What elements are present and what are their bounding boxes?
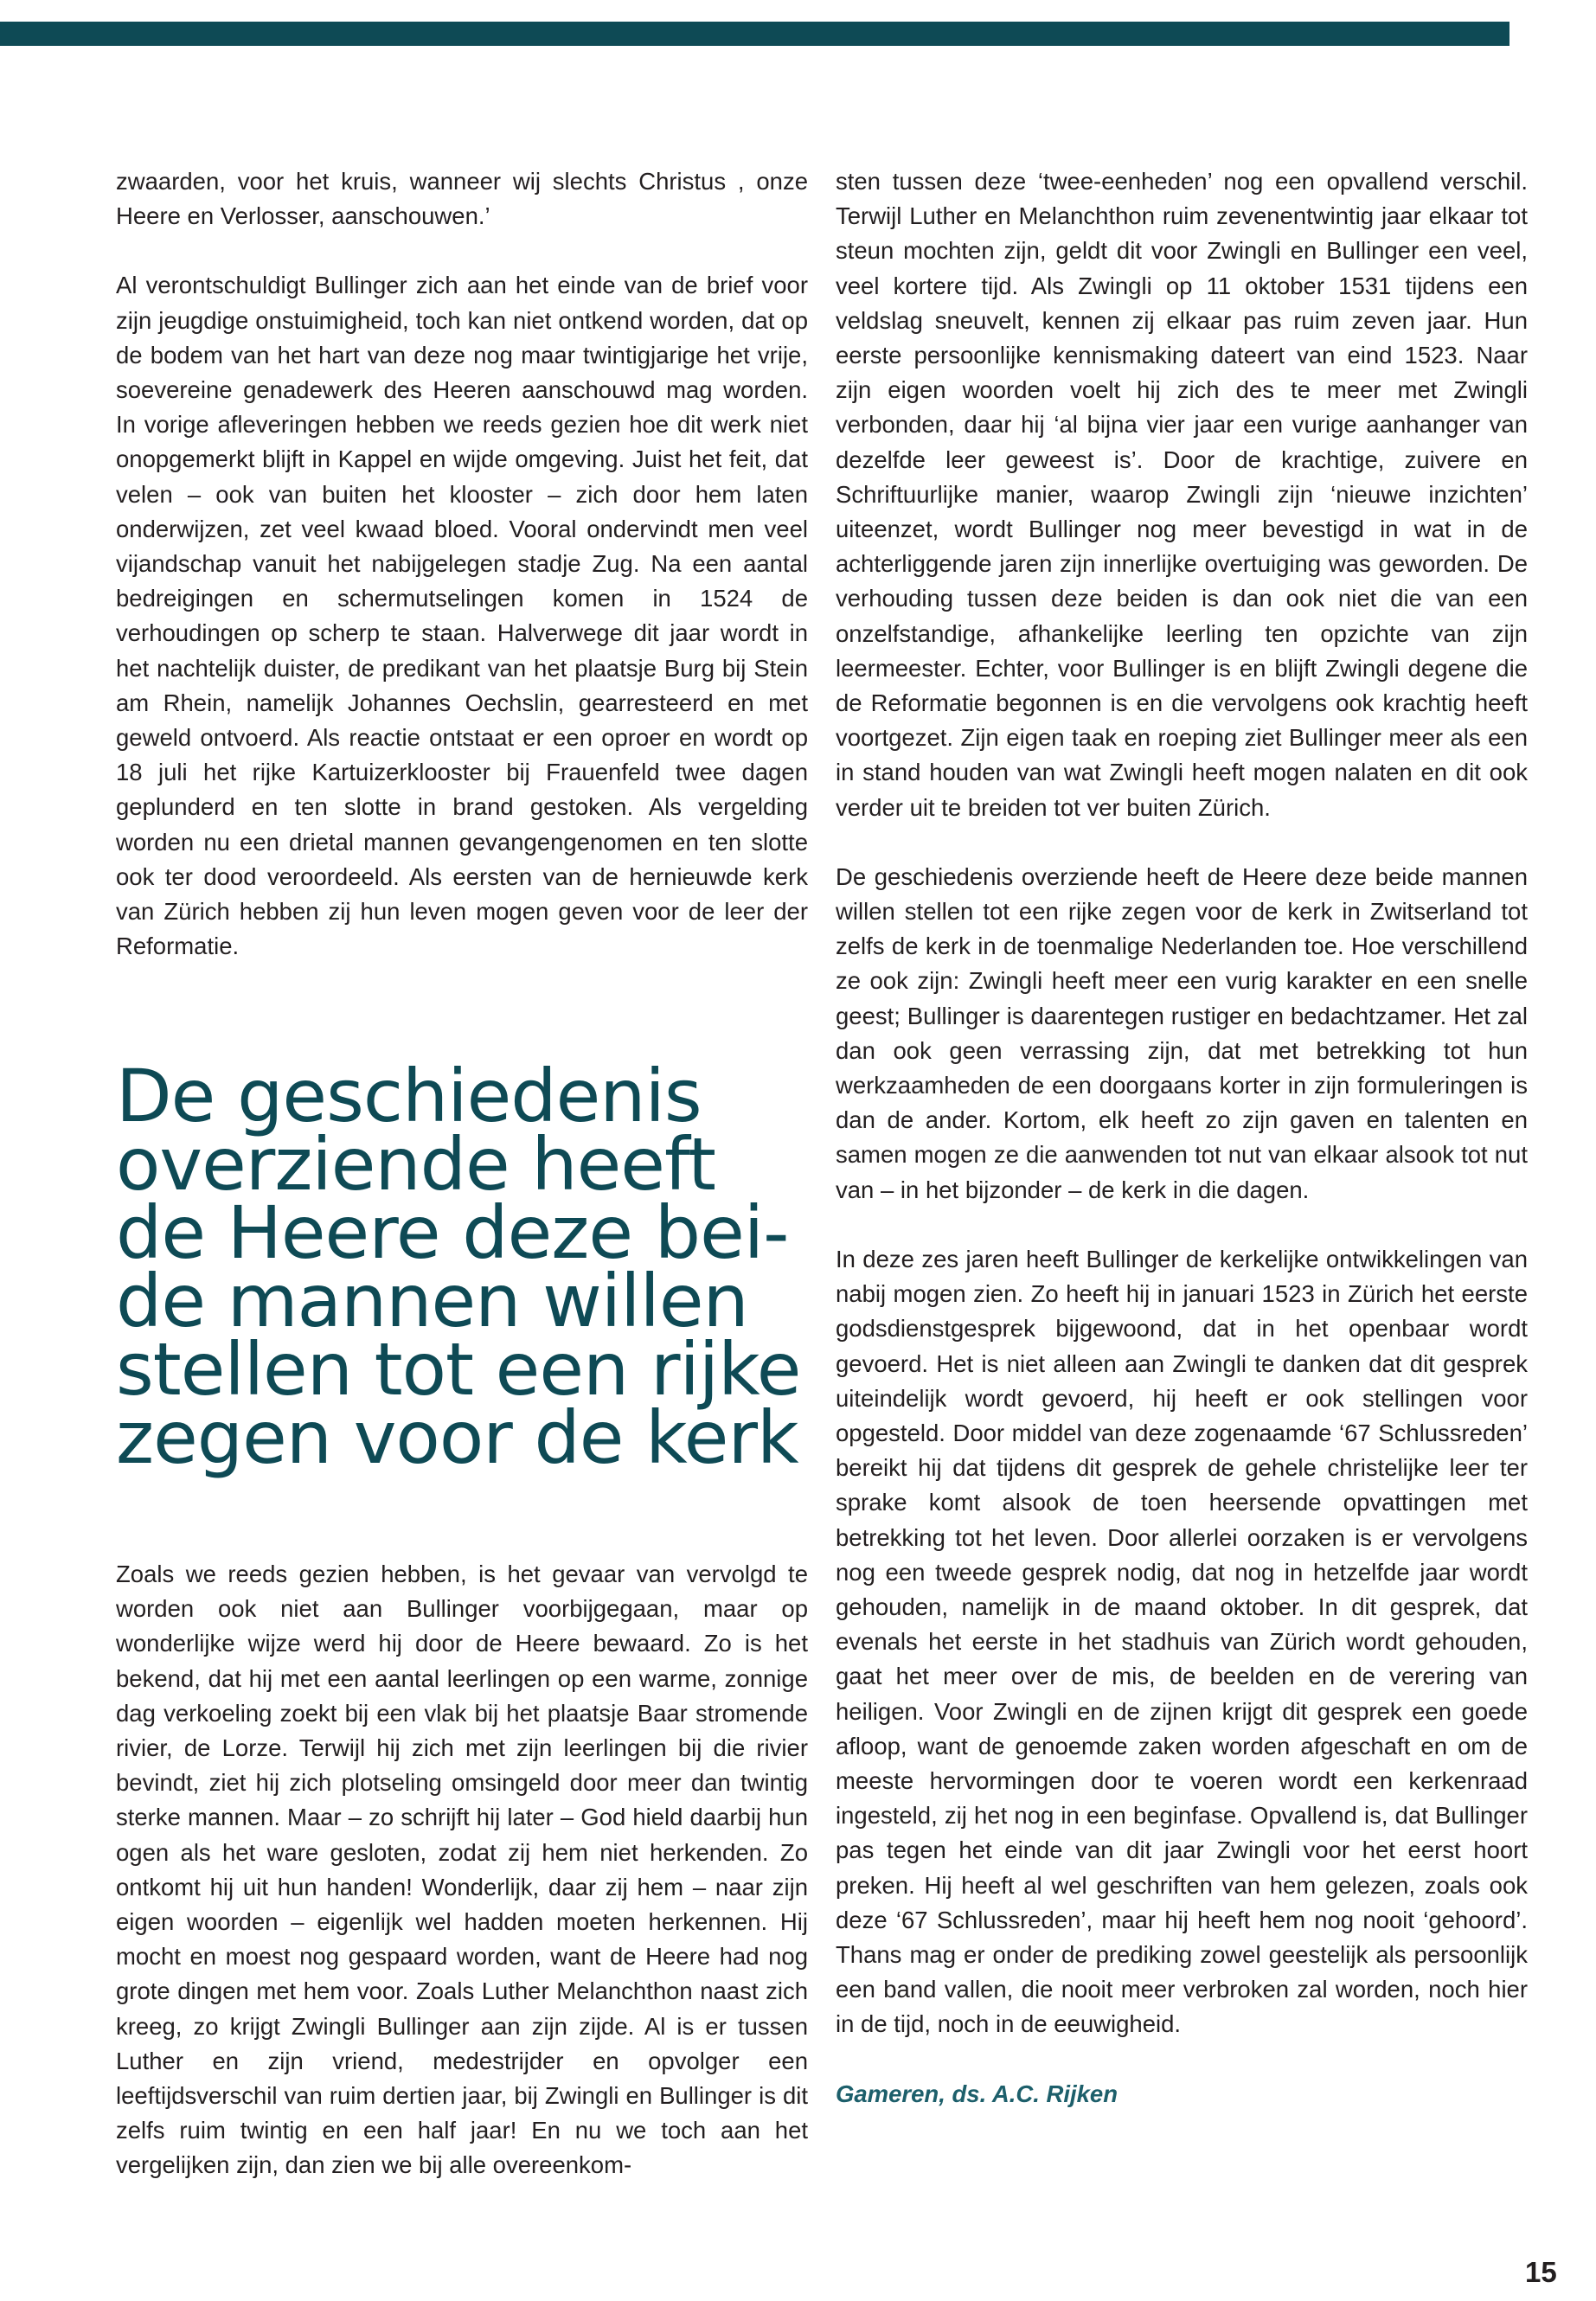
paragraph: In deze zes jaren heeft Bullinger de kerkelijke ontwikkelingen van nabij mogen zien. Zo heeft hij in januari 1523 in Zürich het eerste godsdienstgesprek bijgewoond, dat in het openbaar wordt gevoerd. Het is niet alleen aan Zwingli te danken dat dit gesprek uiteindelijk wordt gevoerd, hij heeft er ook stellingen voor opgesteld. Door middel van deze zogenaamde ‘67 Schlussreden’ bereikt hij dat tijdens dit gesprek de gehele christelijke leer ter sprake komt alsook de toen heersende opvattingen met betrekking tot het leven. Door allerlei oorzaken is er vervolgens nog een tweede gesprek nodig, dat nog in hetzelfde jaar wordt gehouden, namelijk in de maand oktober. In dit gesprek, dat evenals het eerste in het stadhuis van Zürich wordt gehouden, gaat het meer over de mis, de beelden en de verering van heiligen. Voor Zwingli en de zijnen krijgt dit gesprek een goede afloop, want de genoemde zaken worden afgeschaft en om de meeste hervormingen door te voeren wordt een kerkenraad ingesteld, zij het nog in een beginfase. Opvallend is, dat Bullinger pas tegen het einde van dit jaar Zwingli voor het eerst hoort preken. Hij heeft al wel geschriften van hem gelezen, zoals ook deze ‘67 Schlussreden’, maar hij heeft hem nog nooit ‘gehoord’. Thans mag er onder de prediking zowel geestelijk als persoonlijk een band vallen, die nooit meer verbroken zal worden, noch hier in de tijd, noch in de eeuwigheid. <box>836 1245 1528 2038</box>
left-column-bottom <box>116 1557 808 2183</box>
paragraph: De geschiedenis overziende heeft de Heere deze beide mannen willen stellen tot een rijke zegen voor de kerk in Zwitserland tot zelfs de kerk in de toenmalige Nederlanden toe. Hoe verschillend ze ook zijn: Zwingli heeft meer een vurig karakter en een snelle geest; Bullinger is daarentegen rustiger en bedachtzamer. Het zal dan ook geen verrassing zijn, dat met betrekking tot hun werkzaamheden de een doorgaans korter in zijn formuleringen is dan de ander. Kortom, elk heeft zo zijn gaven en talenten en samen mogen ze die aanwenden tot nut van elkaar alsook tot nut van – in het bijzonder – de kerk in die dagen. <box>836 862 1528 1203</box>
pull-quote: De geschiedenis overziende heeft de Heere deze bei- de mannen willen stellen tot een rijke zegen voor de kerk <box>116 1054 801 1480</box>
paragraph: sten tussen deze ‘twee-eenheden’ nog een opvallend verschil. Terwijl Luther en Melanchthon ruim zevenentwintig jaar elkaar tot steun mochten zijn, geldt dit voor Zwingli en Bullinger een veel, veel kortere tijd. Als Zwingli op 11 oktober 1531 tijdens een veldslag sneuvelt, kennen zij elkaar pas ruim zeven jaar. Hun eerste persoonlijke kennismaking dateert van eind 1523. Naar zijn eigen woorden voelt hij zich des te meer met Zwingli verbonden, daar hij ‘al bijna vier jaar een vurige aanhanger van dezelfde leer geweest is’. Door de krachtige, zuivere en Schriftuurlijke manier, waarop Zwingli zijn ‘nieuwe inzichten’ uiteenzet, wordt Bullinger nog meer bevestigd in wat in de achterliggende jaren zijn innerlijke overtuiging was geworden. De verhouding tussen deze beiden is dan ook niet die van een onzelfstandige, afhankelijke leerling ten opzichte van zijn leermeester. Echter, voor Bullinger is en blijft Zwingli degene die de Reformatie begonnen is en die vervolgens ook krachtig heeft voortgezet. Zijn eigen taak en roeping ziet Bullinger meer als een in stand houden van wat Zwingli heeft mogen nalaten en dit ook verder uit te breiden tot ver buiten Zürich. <box>836 168 1528 821</box>
author-signature: Gameren, ds. A.C. Rijken <box>836 2080 1118 2107</box>
right-column <box>836 164 1528 2112</box>
page-number: 15 <box>1525 2256 1557 2288</box>
paragraph: Al verontschuldigt Bullinger zich aan het einde van de brief voor zijn jeugdige onstuimigheid, toch kan niet ontkend worden, dat op de bodem van het hart van deze nog maar twintigjarige het vrije, soevereine genadewerk des Heeren aanschouwd mag worden. In vorige afleveringen hebben we reeds gezien hoe dit werk niet onopgemerkt blijft in Kappel en wijde omgeving. Juist het feit, dat velen – ook van buiten het klooster – zich door hem laten onderwijzen, zet veel kwaad bloed. Vooral ondervindt men veel vijandschap vanuit het nabijgelegen stadje Zug. Na een aantal bedreigingen en schermutselingen komen in 1524 de verhoudingen op scherp te staan. Halverwege dit jaar wordt in het nachtelijk duister, de predikant van het plaatsje Burg bij Stein am Rhein, namelijk Johannes Oechslin, gearresteerd en met geweld ontvoerd. Als reactie ontstaat er een oproer en wordt op 18 juli het rijke Kartuizerklooster bij Frauenfeld twee dagen geplunderd en ten slotte in brand gestoken. Als vergelding worden nu een drietal mannen gevangengenomen en ten slotte ook ter dood veroordeeld. Als eersten van de hernieuwde kerk van Zürich hebben zij hun leven mogen geven voor de leer der Reformatie. <box>116 272 808 960</box>
header-accent-bar <box>0 22 1509 46</box>
left-column-top <box>116 164 808 964</box>
paragraph: Zoals we reeds gezien hebben, is het gevaar van vervolgd te worden ook niet aan Bullinger voorbijgegaan, maar op wonderlijke wijze werd hij door de Heere bewaard. Zo is het bekend, dat hij met een aantal leerlingen op een warme, zonnige dag verkoeling zoekt bij een vlak bij het plaatsje Baar stromende rivier, de Lorze. Terwijl hij zich met zijn leerlingen bij die rivier bevindt, ziet hij zich plotseling omsingeld door meer dan twintig sterke mannen. Maar – zo schrijft hij later – God hield daarbij hun ogen als het ware gesloten, zodat zij hem niet herkenden. Zo ontkomt hij uit hun handen! Wonderlijk, daar zij hem – naar zijn eigen woorden – eigenlijk wel hadden moeten herkennen. Hij mocht en moest nog gespaard worden, want de Heere had nog grote dingen met hem voor. Zoals Luther Melanchthon naast zich kreeg, zo krijgt Zwingli Bullinger aan zijn zijde. Al is er tussen Luther en zijn vriend, medestrijder en opvolger een leeftijdsverschil van ruim dertien jaar, bij Zwingli en Bullinger is dit zelfs ruim twintig en een half jaar! En nu we toch aan het vergelijken zijn, dan zien we bij alle overeenkom- <box>116 1561 808 2179</box>
paragraph: zwaarden, voor het kruis, wanneer wij slechts Christus , onze Heere en Verlosser, aanschouwen.’ <box>116 168 808 230</box>
